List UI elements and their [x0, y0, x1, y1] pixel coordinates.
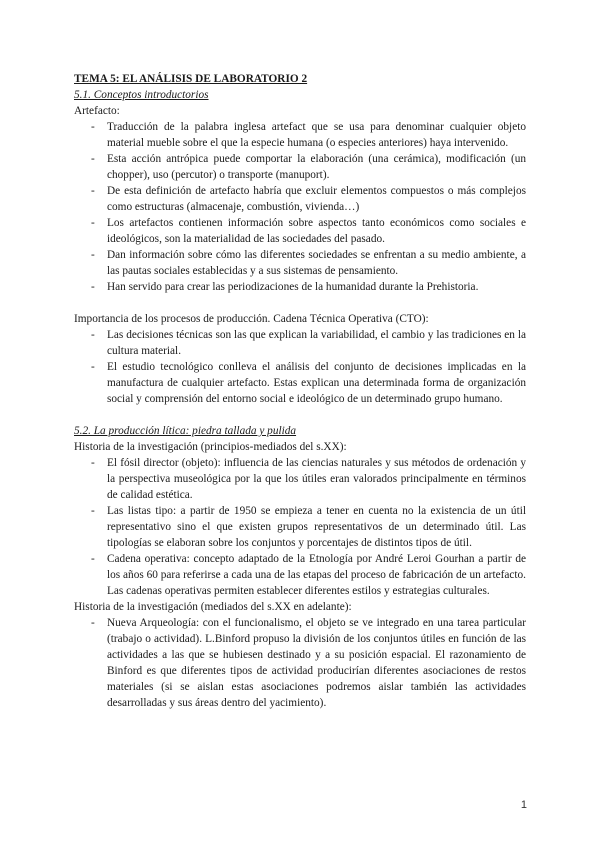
spacer [74, 407, 526, 423]
list-item: - Los artefactos contienen información sobre aspectos tanto económicos como sociales e ideológicos, son la materialidad de las sociedades del pasado. [74, 215, 526, 247]
spacer [74, 295, 526, 311]
list-item: - Nueva Arqueología: con el funcionalismo, el objeto se ve integrado en una tarea particular (trabajo o actividad). L.Binford propuso la división de los conjuntos útiles en función de las actividades a las que se hubiesen destinado y a su posición espacial. El razonamiento de Binford es que diferentes tipos de actividad producirían diferentes asociaciones de restos materiales (si se aislan estas asociaciones podremos aislar también las actividades desarrolladas y sus áreas dentro del yacimiento). [74, 615, 526, 711]
history-2-label: Historia de la investigación (mediados del s.XX en adelante): [74, 601, 352, 613]
list-item: - El estudio tecnológico conlleva el análisis del conjunto de decisiones implicadas en la manufactura de cualquier artefacto. Estas explican una determinada forma de organización social y comprensión del entorno social e ideológico de un determinado grupo humano. [74, 359, 526, 407]
section-2-heading: 5.2. La producción lítica: piedra tallada y pulida [74, 425, 297, 437]
list-item: - Las decisiones técnicas son las que explican la variabilidad, el cambio y las tradiciones en la cultura material. [74, 327, 526, 359]
list-item: - Las listas tipo: a partir de 1950 se empieza a tener en cuenta no la existencia de un útil representativo sino el que existen grupos representativos de un determinado útil. Las tipologías se elaboran sobre los conjuntos y porcentajes de distintos tipos de útil. [74, 503, 526, 551]
list-item: - Esta acción antrópica puede comportar la elaboración (una cerámica), modificación (un chopper), uso (percutor) o transporte (manuport). [74, 151, 526, 183]
list-item: - Han servido para crear las periodizaciones de la humanidad durante la Prehistoria. [74, 279, 526, 295]
list-item: - Dan información sobre cómo las diferentes sociedades se enfrentan a su medio ambiente, a las pautas sociales establecidas y a sus sistemas de pensamiento. [74, 247, 526, 279]
artefacto-list [74, 119, 526, 295]
list-item: - El fósil director (objeto): influencia de las ciencias naturales y sus métodos de ordenación y la perspectiva museológica por la que los útiles eran valorados principalmente en términos de calidad estética. [74, 455, 526, 503]
history-2-list [74, 615, 526, 711]
cto-label: Importancia de los procesos de producción. Cadena Técnica Operativa (CTO): [74, 313, 429, 325]
page-title: TEMA 5: EL ANÁLISIS DE LABORATORIO 2 [74, 73, 308, 85]
page-content [74, 71, 526, 711]
page-number: 1 [520, 799, 527, 811]
cto-list [74, 327, 526, 407]
list-item: - Traducción de la palabra inglesa artefact que se usa para denominar cualquier objeto material mueble sobre el que la especie humana (o especies anteriores) haya intervenido. [74, 119, 526, 151]
list-item: - De esta definición de artefacto habría que excluir elementos compuestos o más complejos como estructuras (almacenaje, combustión, vivienda…) [74, 183, 526, 215]
section-1-heading: 5.1. Conceptos introductorios [74, 89, 209, 101]
history-1-list [74, 455, 526, 599]
artefacto-label: Artefacto: [74, 105, 120, 117]
list-item: - Cadena operativa: concepto adaptado de la Etnología por André Leroi Gourhan a partir de los años 60 para referirse a cada una de las etapas del proceso de fabricación de un artefacto. Las cadenas operativas permiten establecer diferentes estilos y estrategias culturales. [74, 551, 526, 599]
history-1-label: Historia de la investigación (principios-mediados del s.XX): [74, 441, 347, 453]
